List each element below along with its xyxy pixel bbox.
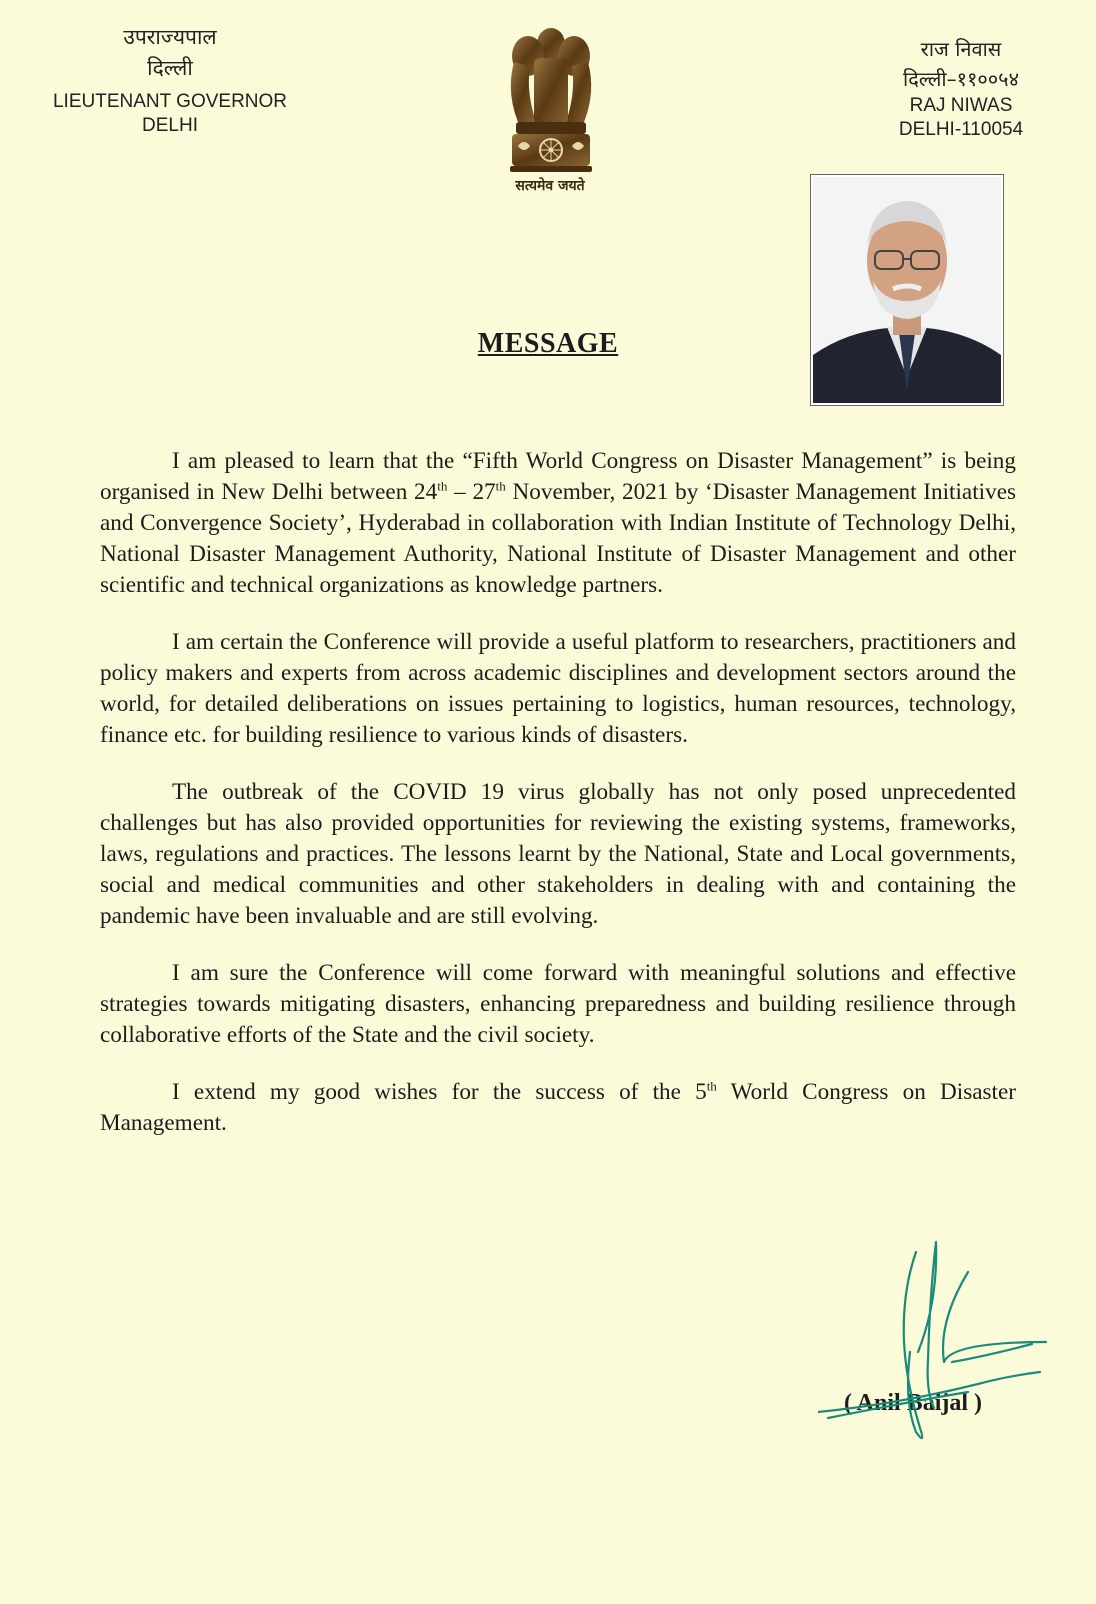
- residence-name: RAJ NIWAS: [909, 95, 1013, 116]
- letterhead-left: [40, 22, 300, 138]
- designation-city: DELHI: [142, 115, 198, 136]
- paragraph-5: [100, 1077, 1016, 1139]
- designation-line: LIEUTENANT GOVERNOR: [52, 91, 288, 112]
- residence-address: DELHI-110054: [898, 119, 1024, 140]
- designation: [40, 90, 300, 138]
- paragraph-1: [100, 446, 1016, 601]
- paragraph-1-text-b: – 27: [447, 479, 496, 505]
- hindi-city: दिल्ली: [147, 56, 193, 80]
- ordinal-suffix: th: [495, 478, 506, 494]
- portrait-photo-icon: [813, 177, 1001, 403]
- portrait-photo: [810, 174, 1004, 406]
- paragraph-5-text-a: I extend my good wishes for the success of the 5: [172, 1079, 707, 1105]
- paragraph-4: I am sure the Conference will come forward with meaningful solutions and effective strategies towards mitigating disasters, enhancing preparedness and building resilience through collaborative efforts of the State and the civil society.: [100, 960, 1016, 1048]
- handwritten-signature-icon: [818, 1232, 1068, 1482]
- page-title: MESSAGE: [477, 328, 619, 359]
- ashoka-lion-capital-emblem-icon: [496, 22, 606, 202]
- hindi-designation: उपराज्यपाल: [123, 25, 217, 49]
- ordinal-suffix: th: [706, 1078, 717, 1094]
- ordinal-suffix: th: [437, 478, 448, 494]
- emblem-motto: सत्यमेव जयते: [515, 178, 585, 194]
- paragraph-3: The outbreak of the COVID 19 virus globally has not only posed unprecedented challenges but has also provided opportunities for reviewing the existing systems, frameworks, laws, regulations and practices. The lessons learnt by the National, State and Local governments, social and medical communities and other stakeholders in dealing with and containing the pandemic have been invaluable and are still evolving.: [100, 779, 1016, 929]
- paragraph-2: I am certain the Conference will provide a useful platform to researchers, practitioners and policy makers and experts from across academic disciplines and development sectors around the world, for detailed deliberations on issues pertaining to logistics, human resources, technology, finance etc. for building resilience to various kinds of disasters.: [100, 629, 1016, 748]
- letterhead-right: [876, 34, 1046, 142]
- signatory-name: ( Anil Baijal ): [844, 1390, 983, 1416]
- paragraph-5-text-b: World Congress on Disaster Management.: [100, 1079, 1017, 1136]
- message-body: [100, 446, 1016, 1165]
- hindi-residence: राज निवास: [920, 37, 1002, 61]
- paragraph-1-text-a: I am pleased to learn that the “Fifth World Congress on Disaster Management” is being organised in New Delhi between 24: [100, 448, 1016, 505]
- paragraph-1-text-c: November, 2021 by ‘Disaster Management Initiatives and Convergence Society’, Hyderabad in collaboration with Indian Institute of Technology Delhi, National Disaster Management Authority, National Institute of Disaster Management and other scientific and technical organizations as knowledge partners.: [100, 479, 1017, 598]
- hindi-address: दिल्ली–११००५४: [903, 67, 1019, 91]
